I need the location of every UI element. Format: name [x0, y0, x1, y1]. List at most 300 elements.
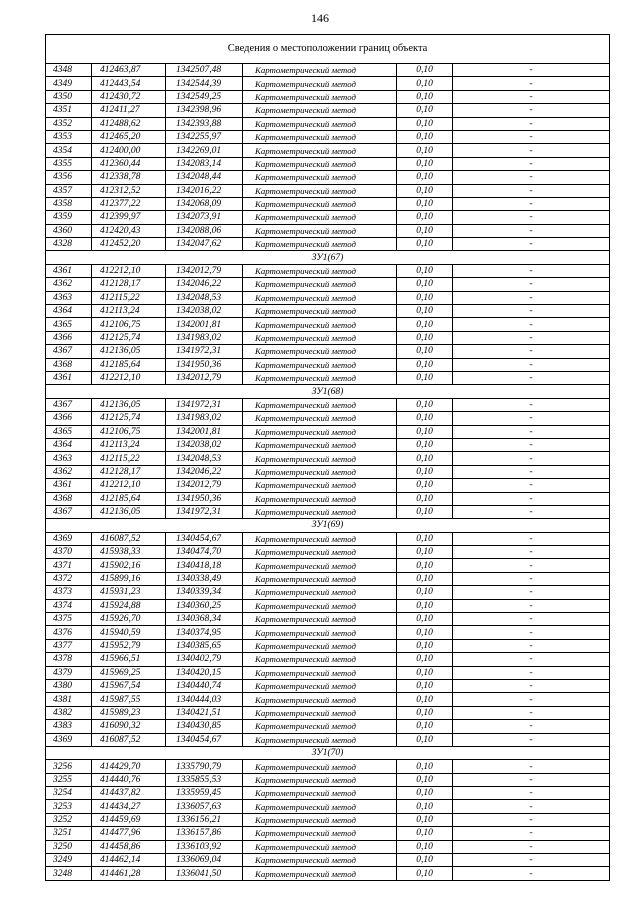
- accuracy-cell: 0,10: [397, 586, 453, 599]
- y-coordinate-cell: 1342038,02: [166, 305, 243, 318]
- accuracy-cell: 0,10: [397, 867, 453, 880]
- description-cell: -: [453, 425, 610, 438]
- method-cell: Картометрический метод: [243, 572, 397, 585]
- plot-label: ЗУ1(68): [46, 385, 610, 398]
- point-number-cell: 4363: [46, 291, 92, 304]
- description-cell: -: [453, 117, 610, 130]
- accuracy-cell: 0,10: [397, 345, 453, 358]
- point-number-cell: 3255: [46, 773, 92, 786]
- y-coordinate-cell: 1341950,36: [166, 492, 243, 505]
- y-coordinate-cell: 1340339,34: [166, 586, 243, 599]
- accuracy-cell: 0,10: [397, 238, 453, 251]
- method-cell: Картометрический метод: [243, 398, 397, 411]
- x-coordinate-cell: 412488,62: [92, 117, 166, 130]
- accuracy-cell: 0,10: [397, 291, 453, 304]
- x-coordinate-cell: 412360,44: [92, 157, 166, 170]
- table-row: [46, 425, 610, 438]
- x-coordinate-cell: 412115,22: [92, 291, 166, 304]
- table-row: [46, 465, 610, 478]
- table-row: [46, 318, 610, 331]
- accuracy-cell: 0,10: [397, 813, 453, 826]
- method-cell: Картометрический метод: [243, 184, 397, 197]
- table-row: [46, 505, 610, 518]
- method-cell: Картометрический метод: [243, 666, 397, 679]
- description-cell: -: [453, 813, 610, 826]
- point-number-cell: 3250: [46, 840, 92, 853]
- point-number-cell: 4368: [46, 492, 92, 505]
- x-coordinate-cell: 412136,05: [92, 505, 166, 518]
- x-coordinate-cell: 415967,54: [92, 679, 166, 692]
- table-row: [46, 144, 610, 157]
- accuracy-cell: 0,10: [397, 706, 453, 719]
- x-coordinate-cell: 415924,88: [92, 599, 166, 612]
- x-coordinate-cell: 412443,54: [92, 77, 166, 90]
- point-number-cell: 4369: [46, 532, 92, 545]
- y-coordinate-cell: 1336103,92: [166, 840, 243, 853]
- table-row: [46, 238, 610, 251]
- x-coordinate-cell: 412338,78: [92, 171, 166, 184]
- y-coordinate-cell: 1342046,22: [166, 278, 243, 291]
- accuracy-cell: 0,10: [397, 104, 453, 117]
- x-coordinate-cell: 412106,75: [92, 425, 166, 438]
- description-cell: -: [453, 211, 610, 224]
- y-coordinate-cell: 1342012,79: [166, 371, 243, 384]
- table-row: [46, 211, 610, 224]
- point-number-cell: 4328: [46, 238, 92, 251]
- table-row: [46, 840, 610, 853]
- x-coordinate-cell: 412212,10: [92, 371, 166, 384]
- point-number-cell: 4353: [46, 130, 92, 143]
- y-coordinate-cell: 1342048,44: [166, 171, 243, 184]
- method-cell: Картометрический метод: [243, 505, 397, 518]
- table-row: [46, 171, 610, 184]
- method-cell: Картометрический метод: [243, 479, 397, 492]
- point-number-cell: 4379: [46, 666, 92, 679]
- description-cell: -: [453, 184, 610, 197]
- table-body: [46, 35, 610, 881]
- accuracy-cell: 0,10: [397, 666, 453, 679]
- description-cell: -: [453, 586, 610, 599]
- accuracy-cell: 0,10: [397, 318, 453, 331]
- table-row: [46, 720, 610, 733]
- point-number-cell: 4372: [46, 572, 92, 585]
- point-number-cell: 4363: [46, 452, 92, 465]
- page-number: 146: [311, 11, 329, 25]
- table-row: [46, 224, 610, 237]
- method-cell: Картометрический метод: [243, 211, 397, 224]
- method-cell: Картометрический метод: [243, 157, 397, 170]
- table-row: [46, 492, 610, 505]
- description-cell: -: [453, 827, 610, 840]
- y-coordinate-cell: 1341983,02: [166, 331, 243, 344]
- x-coordinate-cell: 414462,14: [92, 854, 166, 867]
- y-coordinate-cell: 1342255,97: [166, 130, 243, 143]
- description-cell: -: [453, 318, 610, 331]
- point-number-cell: 4366: [46, 412, 92, 425]
- description-cell: -: [453, 197, 610, 210]
- point-number-cell: 4361: [46, 264, 92, 277]
- x-coordinate-cell: 412452,20: [92, 238, 166, 251]
- accuracy-cell: 0,10: [397, 679, 453, 692]
- y-coordinate-cell: 1342088,06: [166, 224, 243, 237]
- plot-label-row: [46, 519, 610, 532]
- accuracy-cell: 0,10: [397, 505, 453, 518]
- point-number-cell: 3248: [46, 867, 92, 880]
- y-coordinate-cell: 1336041,50: [166, 867, 243, 880]
- method-cell: Картометрический метод: [243, 679, 397, 692]
- accuracy-cell: 0,10: [397, 157, 453, 170]
- accuracy-cell: 0,10: [397, 224, 453, 237]
- point-number-cell: 4371: [46, 559, 92, 572]
- y-coordinate-cell: 1340421,51: [166, 706, 243, 719]
- point-number-cell: 4366: [46, 331, 92, 344]
- method-cell: Картометрический метод: [243, 104, 397, 117]
- description-cell: -: [453, 77, 610, 90]
- point-number-cell: 3256: [46, 760, 92, 773]
- y-coordinate-cell: 1340360,25: [166, 599, 243, 612]
- description-cell: -: [453, 546, 610, 559]
- description-cell: -: [453, 358, 610, 371]
- y-coordinate-cell: 1342012,79: [166, 264, 243, 277]
- y-coordinate-cell: 1336069,04: [166, 854, 243, 867]
- table-row: [46, 104, 610, 117]
- point-number-cell: 4361: [46, 371, 92, 384]
- y-coordinate-cell: 1342048,53: [166, 291, 243, 304]
- description-cell: -: [453, 653, 610, 666]
- x-coordinate-cell: 412430,72: [92, 90, 166, 103]
- y-coordinate-cell: 1342016,22: [166, 184, 243, 197]
- point-number-cell: 4364: [46, 305, 92, 318]
- table-row: [46, 438, 610, 451]
- table-row: [46, 639, 610, 652]
- accuracy-cell: 0,10: [397, 425, 453, 438]
- method-cell: Картометрический метод: [243, 278, 397, 291]
- table-row: [46, 77, 610, 90]
- accuracy-cell: 0,10: [397, 358, 453, 371]
- point-number-cell: 4350: [46, 90, 92, 103]
- method-cell: Картометрический метод: [243, 438, 397, 451]
- accuracy-cell: 0,10: [397, 532, 453, 545]
- x-coordinate-cell: 412128,17: [92, 278, 166, 291]
- x-coordinate-cell: 412185,64: [92, 492, 166, 505]
- accuracy-cell: 0,10: [397, 398, 453, 411]
- x-coordinate-cell: 412185,64: [92, 358, 166, 371]
- x-coordinate-cell: 414477,96: [92, 827, 166, 840]
- method-cell: Картометрический метод: [243, 264, 397, 277]
- point-number-cell: 4355: [46, 157, 92, 170]
- accuracy-cell: 0,10: [397, 77, 453, 90]
- x-coordinate-cell: 412113,24: [92, 438, 166, 451]
- method-cell: Картометрический метод: [243, 197, 397, 210]
- table-row: [46, 787, 610, 800]
- plot-label-row: [46, 746, 610, 759]
- y-coordinate-cell: 1342507,48: [166, 64, 243, 77]
- method-cell: Картометрический метод: [243, 653, 397, 666]
- description-cell: -: [453, 720, 610, 733]
- table-row: [46, 760, 610, 773]
- table-row: [46, 412, 610, 425]
- description-cell: -: [453, 867, 610, 880]
- point-number-cell: 4359: [46, 211, 92, 224]
- y-coordinate-cell: 1342549,25: [166, 90, 243, 103]
- method-cell: Картометрический метод: [243, 305, 397, 318]
- point-number-cell: 4351: [46, 104, 92, 117]
- method-cell: Картометрический метод: [243, 760, 397, 773]
- description-cell: -: [453, 345, 610, 358]
- table-row: [46, 452, 610, 465]
- description-cell: -: [453, 412, 610, 425]
- table-row: [46, 572, 610, 585]
- x-coordinate-cell: 416087,52: [92, 733, 166, 746]
- point-number-cell: 4354: [46, 144, 92, 157]
- point-number-cell: 4358: [46, 197, 92, 210]
- x-coordinate-cell: 412399,97: [92, 211, 166, 224]
- description-cell: -: [453, 800, 610, 813]
- x-coordinate-cell: 415940,59: [92, 626, 166, 639]
- x-coordinate-cell: 412400,00: [92, 144, 166, 157]
- accuracy-cell: 0,10: [397, 840, 453, 853]
- method-cell: Картометрический метод: [243, 371, 397, 384]
- description-cell: -: [453, 157, 610, 170]
- table-row: [46, 278, 610, 291]
- description-cell: -: [453, 733, 610, 746]
- x-coordinate-cell: 415899,16: [92, 572, 166, 585]
- accuracy-cell: 0,10: [397, 546, 453, 559]
- description-cell: -: [453, 224, 610, 237]
- x-coordinate-cell: 412463,87: [92, 64, 166, 77]
- x-coordinate-cell: 414459,69: [92, 813, 166, 826]
- description-cell: -: [453, 104, 610, 117]
- point-number-cell: 4376: [46, 626, 92, 639]
- point-number-cell: 4380: [46, 679, 92, 692]
- y-coordinate-cell: 1342012,79: [166, 479, 243, 492]
- description-cell: -: [453, 559, 610, 572]
- method-cell: Картометрический метод: [243, 800, 397, 813]
- table-row: [46, 291, 610, 304]
- y-coordinate-cell: 1342073,91: [166, 211, 243, 224]
- description-cell: -: [453, 840, 610, 853]
- x-coordinate-cell: 414440,76: [92, 773, 166, 786]
- method-cell: Картометрический метод: [243, 854, 397, 867]
- description-cell: -: [453, 639, 610, 652]
- method-cell: Картометрический метод: [243, 532, 397, 545]
- method-cell: Картометрический метод: [243, 626, 397, 639]
- description-cell: -: [453, 130, 610, 143]
- x-coordinate-cell: 415987,55: [92, 693, 166, 706]
- point-number-cell: 4367: [46, 505, 92, 518]
- x-coordinate-cell: 415969,25: [92, 666, 166, 679]
- description-cell: -: [453, 465, 610, 478]
- y-coordinate-cell: 1342068,09: [166, 197, 243, 210]
- x-coordinate-cell: 412106,75: [92, 318, 166, 331]
- x-coordinate-cell: 416087,52: [92, 532, 166, 545]
- description-cell: -: [453, 626, 610, 639]
- table-title: Сведения о местоположении границ объекта: [46, 35, 610, 64]
- description-cell: -: [453, 64, 610, 77]
- y-coordinate-cell: 1342001,81: [166, 318, 243, 331]
- table-row: [46, 90, 610, 103]
- accuracy-cell: 0,10: [397, 720, 453, 733]
- description-cell: -: [453, 305, 610, 318]
- description-cell: -: [453, 613, 610, 626]
- point-number-cell: 4382: [46, 706, 92, 719]
- method-cell: Картометрический метод: [243, 90, 397, 103]
- x-coordinate-cell: 415902,16: [92, 559, 166, 572]
- y-coordinate-cell: 1340374,95: [166, 626, 243, 639]
- y-coordinate-cell: 1341983,02: [166, 412, 243, 425]
- x-coordinate-cell: 415926,70: [92, 613, 166, 626]
- x-coordinate-cell: 414461,28: [92, 867, 166, 880]
- table-row: [46, 345, 610, 358]
- table-row: [46, 546, 610, 559]
- x-coordinate-cell: 412312,52: [92, 184, 166, 197]
- table-row: [46, 130, 610, 143]
- table-row: [46, 800, 610, 813]
- accuracy-cell: 0,10: [397, 479, 453, 492]
- method-cell: Картометрический метод: [243, 827, 397, 840]
- table-row: [46, 653, 610, 666]
- method-cell: Картометрический метод: [243, 639, 397, 652]
- description-cell: -: [453, 438, 610, 451]
- description-cell: -: [453, 854, 610, 867]
- y-coordinate-cell: 1341972,31: [166, 505, 243, 518]
- description-cell: -: [453, 760, 610, 773]
- point-number-cell: 4357: [46, 184, 92, 197]
- y-coordinate-cell: 1336156,21: [166, 813, 243, 826]
- point-number-cell: 4374: [46, 599, 92, 612]
- x-coordinate-cell: 412136,05: [92, 345, 166, 358]
- y-coordinate-cell: 1340454,67: [166, 532, 243, 545]
- accuracy-cell: 0,10: [397, 64, 453, 77]
- description-cell: -: [453, 505, 610, 518]
- method-cell: Картометрический метод: [243, 171, 397, 184]
- accuracy-cell: 0,10: [397, 117, 453, 130]
- table-row: [46, 666, 610, 679]
- accuracy-cell: 0,10: [397, 492, 453, 505]
- y-coordinate-cell: 1336157,86: [166, 827, 243, 840]
- accuracy-cell: 0,10: [397, 572, 453, 585]
- method-cell: Картометрический метод: [243, 412, 397, 425]
- accuracy-cell: 0,10: [397, 197, 453, 210]
- point-number-cell: 4356: [46, 171, 92, 184]
- table-row: [46, 679, 610, 692]
- table-row: [46, 479, 610, 492]
- table-row: [46, 371, 610, 384]
- point-number-cell: 4369: [46, 733, 92, 746]
- y-coordinate-cell: 1335790,79: [166, 760, 243, 773]
- description-cell: -: [453, 693, 610, 706]
- accuracy-cell: 0,10: [397, 559, 453, 572]
- description-cell: -: [453, 787, 610, 800]
- y-coordinate-cell: 1342393,88: [166, 117, 243, 130]
- x-coordinate-cell: 414434,27: [92, 800, 166, 813]
- table-row: [46, 693, 610, 706]
- x-coordinate-cell: 412136,05: [92, 398, 166, 411]
- plot-label-row: [46, 385, 610, 398]
- table-row: [46, 867, 610, 880]
- point-number-cell: 4365: [46, 425, 92, 438]
- x-coordinate-cell: 412115,22: [92, 452, 166, 465]
- accuracy-cell: 0,10: [397, 800, 453, 813]
- x-coordinate-cell: 414437,82: [92, 787, 166, 800]
- method-cell: Картометрический метод: [243, 345, 397, 358]
- table-row: [46, 117, 610, 130]
- point-number-cell: 4373: [46, 586, 92, 599]
- y-coordinate-cell: 1340444,03: [166, 693, 243, 706]
- method-cell: Картометрический метод: [243, 840, 397, 853]
- method-cell: Картометрический метод: [243, 787, 397, 800]
- accuracy-cell: 0,10: [397, 144, 453, 157]
- table-row: [46, 599, 610, 612]
- method-cell: Картометрический метод: [243, 318, 397, 331]
- point-number-cell: 4367: [46, 345, 92, 358]
- accuracy-cell: 0,10: [397, 130, 453, 143]
- point-number-cell: 4368: [46, 358, 92, 371]
- y-coordinate-cell: 1342046,22: [166, 465, 243, 478]
- y-coordinate-cell: 1340368,34: [166, 613, 243, 626]
- accuracy-cell: 0,10: [397, 827, 453, 840]
- point-number-cell: 4348: [46, 64, 92, 77]
- method-cell: Картометрический метод: [243, 492, 397, 505]
- description-cell: -: [453, 90, 610, 103]
- accuracy-cell: 0,10: [397, 184, 453, 197]
- table-row: [46, 626, 610, 639]
- method-cell: Картометрический метод: [243, 331, 397, 344]
- table-row: [46, 559, 610, 572]
- accuracy-cell: 0,10: [397, 693, 453, 706]
- x-coordinate-cell: 412113,24: [92, 305, 166, 318]
- table-row: [46, 773, 610, 786]
- accuracy-cell: 0,10: [397, 412, 453, 425]
- method-cell: Картометрический метод: [243, 559, 397, 572]
- point-number-cell: 4370: [46, 546, 92, 559]
- y-coordinate-cell: 1340338,49: [166, 572, 243, 585]
- accuracy-cell: 0,10: [397, 171, 453, 184]
- accuracy-cell: 0,10: [397, 211, 453, 224]
- table-row: [46, 613, 610, 626]
- table-row: [46, 586, 610, 599]
- table-row: [46, 264, 610, 277]
- accuracy-cell: 0,10: [397, 90, 453, 103]
- method-cell: Картометрический метод: [243, 144, 397, 157]
- method-cell: Картометрический метод: [243, 706, 397, 719]
- point-number-cell: 4375: [46, 613, 92, 626]
- accuracy-cell: 0,10: [397, 438, 453, 451]
- x-coordinate-cell: 412465,20: [92, 130, 166, 143]
- table-title-row: [46, 35, 610, 64]
- description-cell: -: [453, 331, 610, 344]
- point-number-cell: 4378: [46, 653, 92, 666]
- accuracy-cell: 0,10: [397, 371, 453, 384]
- method-cell: Картометрический метод: [243, 693, 397, 706]
- x-coordinate-cell: 414429,70: [92, 760, 166, 773]
- method-cell: Картометрический метод: [243, 358, 397, 371]
- y-coordinate-cell: 1342038,02: [166, 438, 243, 451]
- y-coordinate-cell: 1342544,39: [166, 77, 243, 90]
- x-coordinate-cell: 416090,32: [92, 720, 166, 733]
- method-cell: Картометрический метод: [243, 452, 397, 465]
- method-cell: Картометрический метод: [243, 546, 397, 559]
- x-coordinate-cell: 412377,22: [92, 197, 166, 210]
- table-row: [46, 854, 610, 867]
- table-row: [46, 706, 610, 719]
- plot-label: ЗУ1(70): [46, 746, 610, 759]
- point-number-cell: 3252: [46, 813, 92, 826]
- point-number-cell: 4362: [46, 278, 92, 291]
- point-number-cell: 3254: [46, 787, 92, 800]
- y-coordinate-cell: 1342083,14: [166, 157, 243, 170]
- plot-label: ЗУ1(67): [46, 251, 610, 264]
